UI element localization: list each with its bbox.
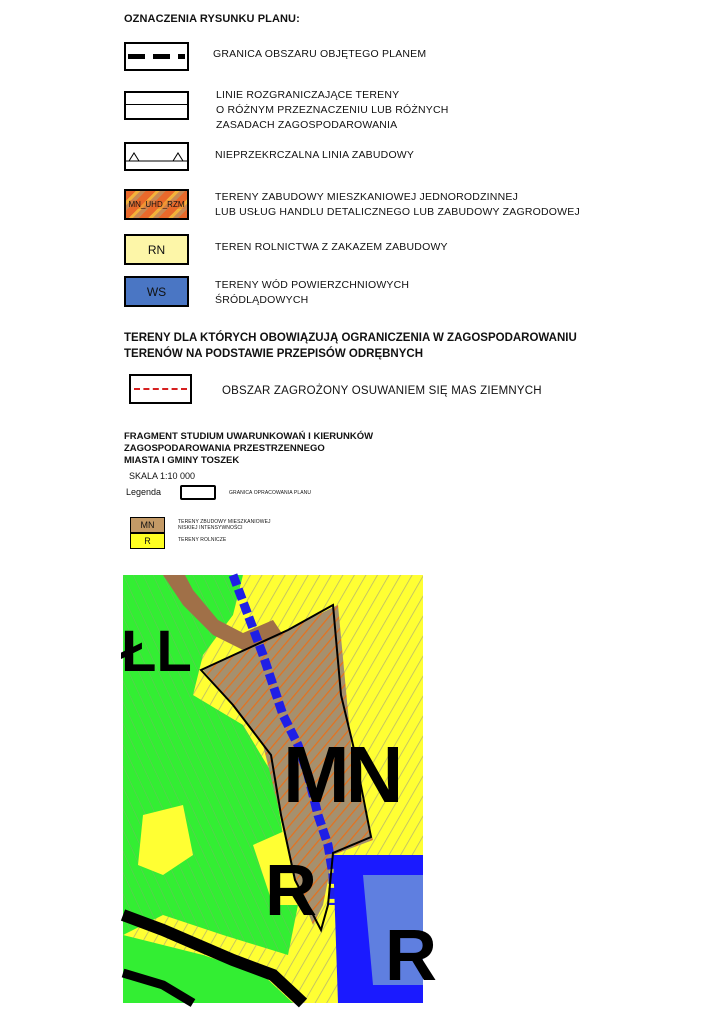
building-line-symbol — [124, 142, 189, 171]
division-lines-symbol — [124, 91, 189, 120]
study-map — [121, 575, 437, 1003]
legend-item-label: NIEPRZEKRCZALNA LINIA ZABUDOWY — [215, 149, 415, 161]
legend-item-label: TERENY WÓD POWIERZCHNIOWYCH ŚRÓDLĄDOWYCH — [215, 279, 410, 306]
restrictions-title: TERENY DLA KTÓRYCH OBOWIĄZUJĄ OGRANICZENIA W ZAGOSPODAROWANIU TERENÓW NA PODSTAWIE PRZEPISÓW ODRĘBNYCH — [124, 332, 577, 360]
plan-boundary-symbol — [124, 42, 189, 71]
study-boundary-symbol — [180, 485, 216, 500]
study-boundary-label: GRANICA OPRACOWANIA PLANU — [229, 490, 312, 496]
legend-item-label: GRANICA OBSZARU OBJĘTEGO PLANEM — [213, 48, 427, 60]
mn-study-label: TERENY ZBUDOWY MIESZKANIOWEJ NISKIEJ INTENSYWNOŚCI — [178, 519, 271, 531]
mn-study-symbol: MN — [130, 517, 165, 533]
legenda-label: Legenda — [126, 487, 162, 497]
study-title: FRAGMENT STUDIUM UWARUNKOWAŃ I KIERUNKÓW ZAGOSPODAROWANIA PRZESTRZENNEGO MIASTA I GMINY TOSZEK — [124, 431, 374, 466]
mn-uhd-rzm-symbol: MN_UHD_RZM — [124, 189, 189, 220]
legend-item-label: TERENY ZABUDOWY MIESZKANIOWEJ JEDNORODZINNEJ LUB USŁUG HANDLU DETALICZNEGO LUB ZABUDOWY ZAGRODOWEJ — [215, 191, 580, 218]
map-label-r2: R — [385, 916, 437, 996]
legend-item-label: TEREN ROLNICTWA Z ZAKAZEM ZABUDOWY — [215, 241, 448, 253]
r-study-label: TERENY ROLNICZE — [178, 537, 227, 543]
landslide-area-symbol — [129, 374, 192, 404]
r-study-symbol: R — [130, 533, 165, 549]
rn-symbol: RN — [124, 234, 189, 265]
map-label-mn: MN — [283, 730, 400, 819]
map-label-r1: R — [265, 851, 317, 931]
legend-item-label: LINIE ROZGRANICZAJĄCE TERENY O RÓŻNYM PRZEZNACZENIU LUB RÓŻNYCH ZASADACH ZAGOSPODAROWANIA — [216, 89, 449, 131]
landslide-area-label: OBSZAR ZAGROŻONY OSUWANIEM SIĘ MAS ZIEMNYCH — [222, 385, 542, 397]
legend-title: OZNACZENIA RYSUNKU PLANU: — [124, 13, 300, 25]
scale-label: SKALA 1:10 000 — [129, 471, 196, 481]
ws-symbol: WS — [124, 276, 189, 307]
map-label-left: ŁL — [121, 619, 192, 684]
